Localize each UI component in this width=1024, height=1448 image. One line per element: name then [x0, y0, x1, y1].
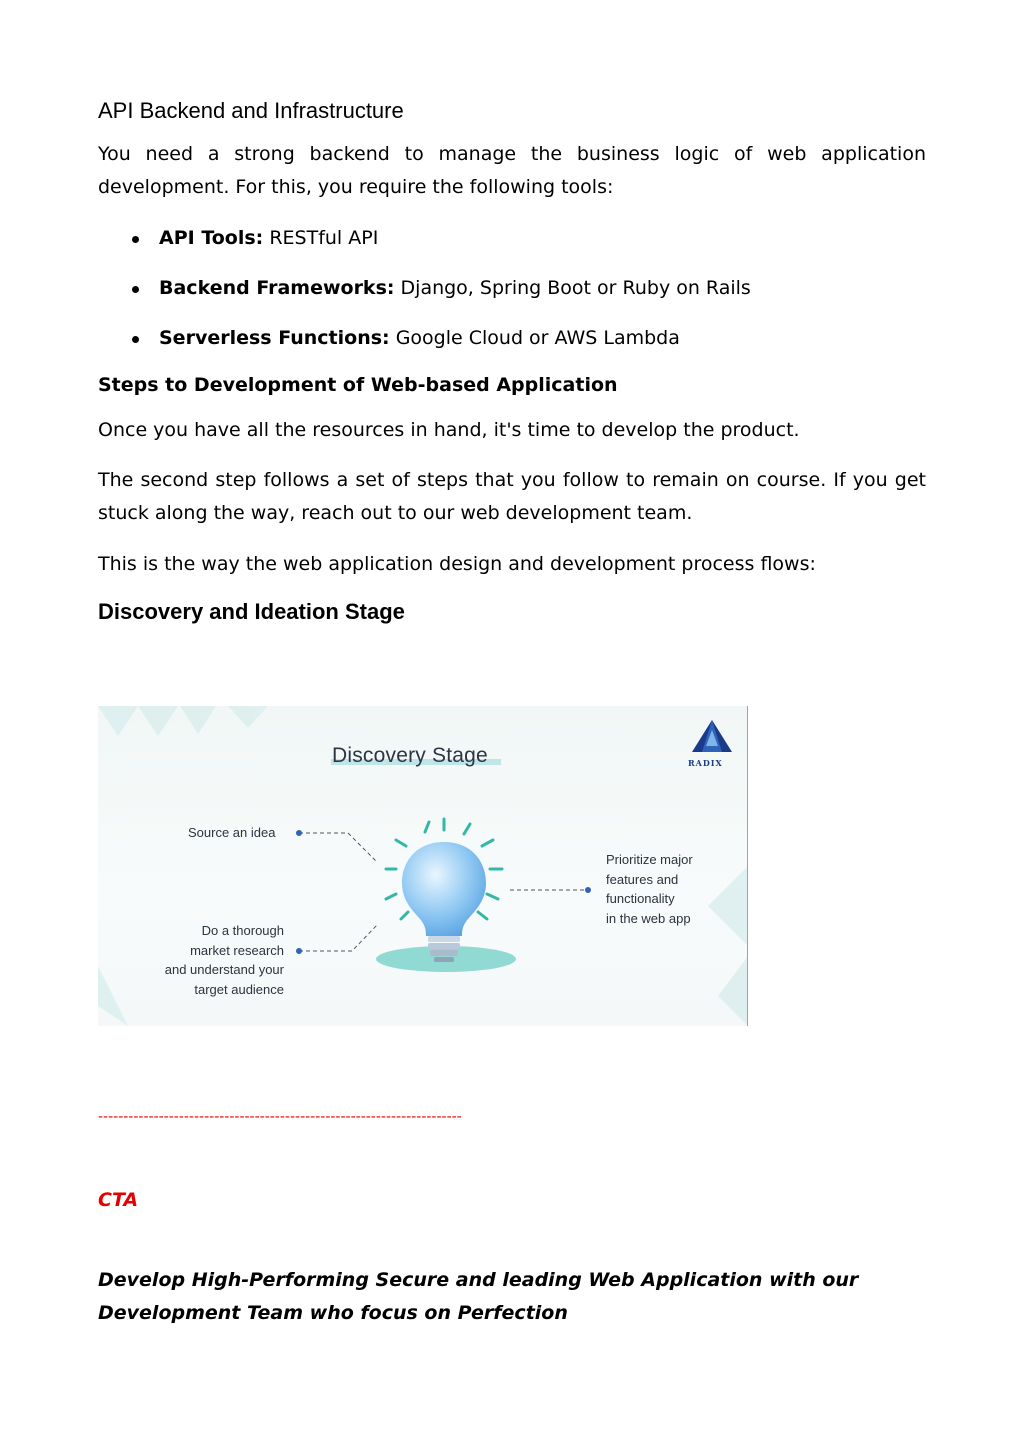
radix-logo-icon [692, 720, 732, 752]
discovery-stage-figure [98, 706, 748, 1026]
paragraph-second-step: The second step follows a set of steps that you follow to remain on course. If you get stuck along the way, reach out to our web development team. [98, 469, 926, 524]
discovery-heading-text: Discovery and Ideation Stage [98, 599, 405, 624]
label-source-idea: Source an idea [188, 825, 276, 840]
figure-border [747, 706, 748, 1026]
tool-label: Serverless Functions: [159, 327, 390, 349]
label-line: features and [606, 871, 679, 887]
label-line: functionality [606, 891, 675, 906]
cta-label: CTA [98, 1189, 139, 1211]
section-heading-discovery [98, 599, 405, 625]
list-item [98, 222, 926, 255]
tool-value: Google Cloud or AWS Lambda [395, 327, 680, 349]
tools-list [98, 222, 926, 372]
figure-title: Discovery Stage [332, 744, 488, 767]
tool-value: RESTful API [269, 227, 379, 249]
paragraph-resources: Once you have all the resources in hand, it's time to develop the product. [98, 419, 800, 441]
label-prioritize-features [606, 850, 693, 928]
cta-text: Develop High-Performing Secure and leading Web Application with our Development Team who focus on Perfection [98, 1269, 859, 1324]
paragraph-process-flows: This is the way the web application design and development process flows: [98, 553, 816, 575]
list-item [98, 322, 926, 355]
label-line: and understand your [164, 962, 284, 977]
intro-paragraph: You need a strong backend to manage the business logic of web application development. For this, you require the following tools: [98, 143, 926, 198]
tool-value: Django, Spring Boot or Ruby on Rails [400, 277, 751, 299]
label-line: market research [190, 942, 284, 958]
tool-label: API Tools: [159, 227, 264, 249]
list-item [98, 272, 926, 305]
label-line: Prioritize major [606, 852, 693, 867]
label-line: Do a thorough [201, 923, 284, 938]
label-market-research [165, 921, 284, 999]
section-heading-steps: Steps to Development of Web-based Application [98, 374, 618, 396]
tool-label: Backend Frameworks: [159, 277, 395, 299]
lightbulb-icon [402, 842, 486, 962]
label-line: in the web app [606, 910, 691, 926]
label-line: target audience [194, 981, 284, 997]
brand-name: RADIX [688, 758, 723, 768]
section-heading-api-backend: API Backend and Infrastructure [98, 98, 404, 123]
dashed-divider: ------------------------------------------------------------------------ [98, 1109, 462, 1125]
